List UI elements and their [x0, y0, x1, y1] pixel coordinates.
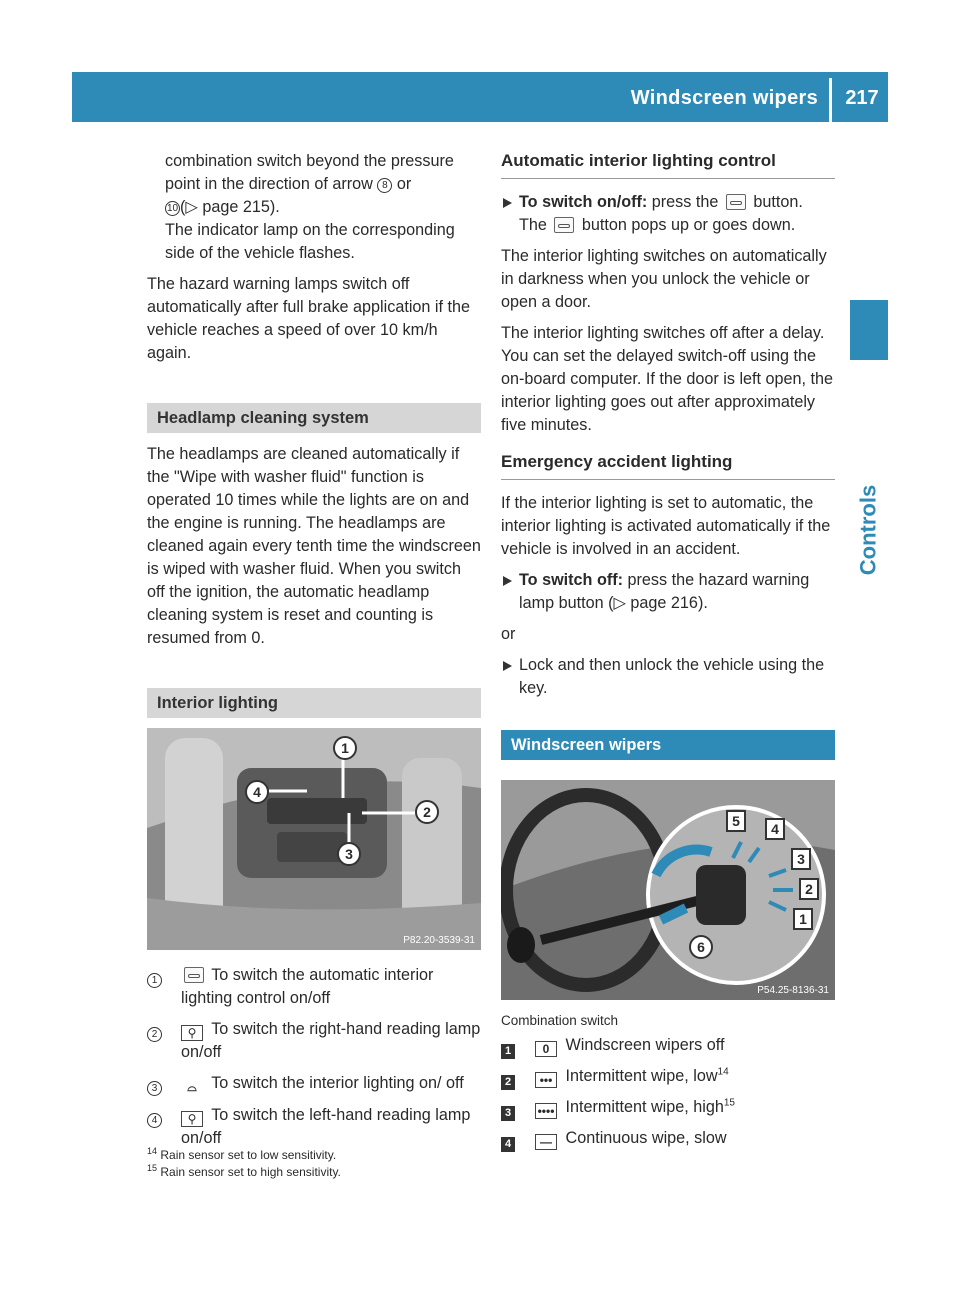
combination-switch-illustration [501, 780, 835, 1000]
intermittent-high-icon: •••• [535, 1103, 557, 1119]
section-tab-marker [850, 300, 888, 360]
intro-text: combination switch beyond the pressure point in the direction of arrow 8 or 10 (▷ page 215). The indicator lamp on the corresponding side of the vehicle flashes. [165, 152, 455, 262]
step-lock-unlock: Lock and then unlock the vehicle using the key. [501, 654, 835, 700]
photo-callout-1: 1 [793, 908, 813, 930]
legend-number: 4 [147, 1113, 162, 1128]
step-arrow-icon [503, 198, 512, 208]
legend-item: 1 To switch the automatic interior lighting control on/off [147, 964, 481, 1010]
interior-legend [147, 964, 481, 1150]
headlamp-heading: Headlamp cleaning system [147, 403, 481, 433]
windscreen-wipers-heading: Windscreen wipers [501, 730, 835, 760]
photo-callout-4: 4 [245, 780, 269, 804]
overhead-control-illustration [147, 728, 481, 950]
photo-callout-5: 5 [726, 810, 746, 832]
photo-callout-2: 2 [415, 800, 439, 824]
interior-lighting-heading: Interior lighting [147, 688, 481, 718]
photo-callout-6: 6 [689, 935, 713, 959]
legend-number: 2 [147, 1027, 162, 1042]
reading-lamp-icon: ⚲ [181, 1025, 203, 1041]
footnotes [147, 1147, 507, 1181]
photo-code: P82.20-3539-31 [403, 935, 475, 946]
hazard-paragraph: The hazard warning lamps switch off automatically after full brake application if the vehicle reaches a speed of over 10 km/h again. [147, 275, 471, 362]
footnote: $^{15}$ Rain sensor set to high sensitivity. [147, 1163, 341, 1179]
wipers-legend [501, 1034, 835, 1150]
overhead-control-photo [147, 728, 481, 950]
section-side-label: Controls [855, 484, 881, 576]
step-switch-on-off: To switch on/off: press the button. The button pops up or goes down. [501, 191, 835, 237]
photo-callout-4: 4 [765, 818, 785, 840]
header-title: Windscreen wipers [630, 87, 818, 109]
auto-interior-lighting-icon [726, 194, 746, 210]
page-number: 217 [845, 87, 879, 109]
photo-callout-1: 1 [333, 736, 357, 760]
footnote-ref: 15 [723, 1097, 735, 1109]
left-column [147, 150, 481, 1158]
page-header [72, 72, 888, 122]
emergency-paragraph: If the interior lighting is set to automatic, the interior lighting is activated automatically if the vehicle is involved in an accident. [501, 494, 831, 558]
legend-item: 4 ⚲ To switch the left-hand reading lamp on/off [147, 1104, 481, 1150]
legend-item: 3 •••• Intermittent wipe, high$^{15}$ [501, 1096, 835, 1119]
legend-number: 4 [501, 1137, 515, 1152]
legend-item: 2 ••• Intermittent wipe, low$^{14}$ [501, 1065, 835, 1088]
right-column [501, 150, 835, 1158]
legend-item: 1 0 Windscreen wipers off [501, 1034, 835, 1057]
headlamp-paragraph: The headlamps are cleaned automatically if the "Wipe with washer fluid" function is operated 10 times while the lights are on and the engine is running. The headlamps are cleaned again every tenth time the windscreen is wiped with washer fluid. When you switch off the ignition, the automatic headlamp cleaning system is reset and counting is resumed from 0. [147, 445, 481, 647]
reading-lamp-icon: ⚲ [181, 1111, 203, 1127]
arrow-10-icon: 10 [166, 203, 179, 214]
interior-light-icon: ⌓ [187, 1080, 197, 1094]
emergency-heading: Emergency accident lighting [501, 451, 835, 480]
photo-code: P54.25-8136-31 [757, 985, 829, 996]
auto-paragraph-2: The interior lighting switches off after a delay. You can set the delayed switch-off using the on-board computer. If the door is left open, the interior lighting goes out after approximately five minutes. [501, 324, 834, 434]
step-arrow-icon [503, 576, 512, 586]
footnote: $^{14}$ Rain sensor set to low sensitivity. [147, 1146, 337, 1162]
wipers-off-icon: 0 [535, 1041, 557, 1057]
legend-item: 2 ⚲ To switch the right-hand reading lamp on/off [147, 1018, 481, 1064]
legend-item: 3 ⌓ To switch the interior lighting on/ off [147, 1072, 481, 1096]
photo-callout-2: 2 [799, 878, 819, 900]
auto-interior-lighting-icon [554, 217, 574, 233]
combination-switch-photo [501, 780, 835, 1000]
legend-number: 2 [501, 1075, 515, 1090]
step-arrow-icon [503, 661, 512, 671]
legend-item: 4 — Continuous wipe, slow [501, 1127, 835, 1150]
intermittent-low-icon: ••• [535, 1072, 557, 1088]
auto-lighting-heading: Automatic interior lighting control [501, 150, 835, 179]
or-text: or [501, 625, 516, 643]
header-separator [829, 78, 832, 122]
continuous-slow-icon: — [535, 1134, 557, 1150]
footnote-ref: 14 [717, 1066, 729, 1078]
legend-number: 3 [501, 1106, 515, 1121]
auto-paragraph-1: The interior lighting switches on automatically in darkness when you unlock the vehicle or open a door. [501, 247, 827, 311]
photo-callout-3: 3 [791, 848, 811, 870]
legend-number: 3 [147, 1081, 162, 1096]
combination-switch-caption: Combination switch [501, 1013, 619, 1028]
auto-interior-lighting-icon [184, 967, 204, 983]
arrow-8-icon: 8 [377, 178, 392, 193]
legend-number: 1 [147, 973, 162, 988]
legend-number: 1 [501, 1044, 515, 1059]
photo-callout-3: 3 [337, 842, 361, 866]
step-switch-off: To switch off: press the hazard warning lamp button (▷ page 216). [501, 569, 835, 615]
